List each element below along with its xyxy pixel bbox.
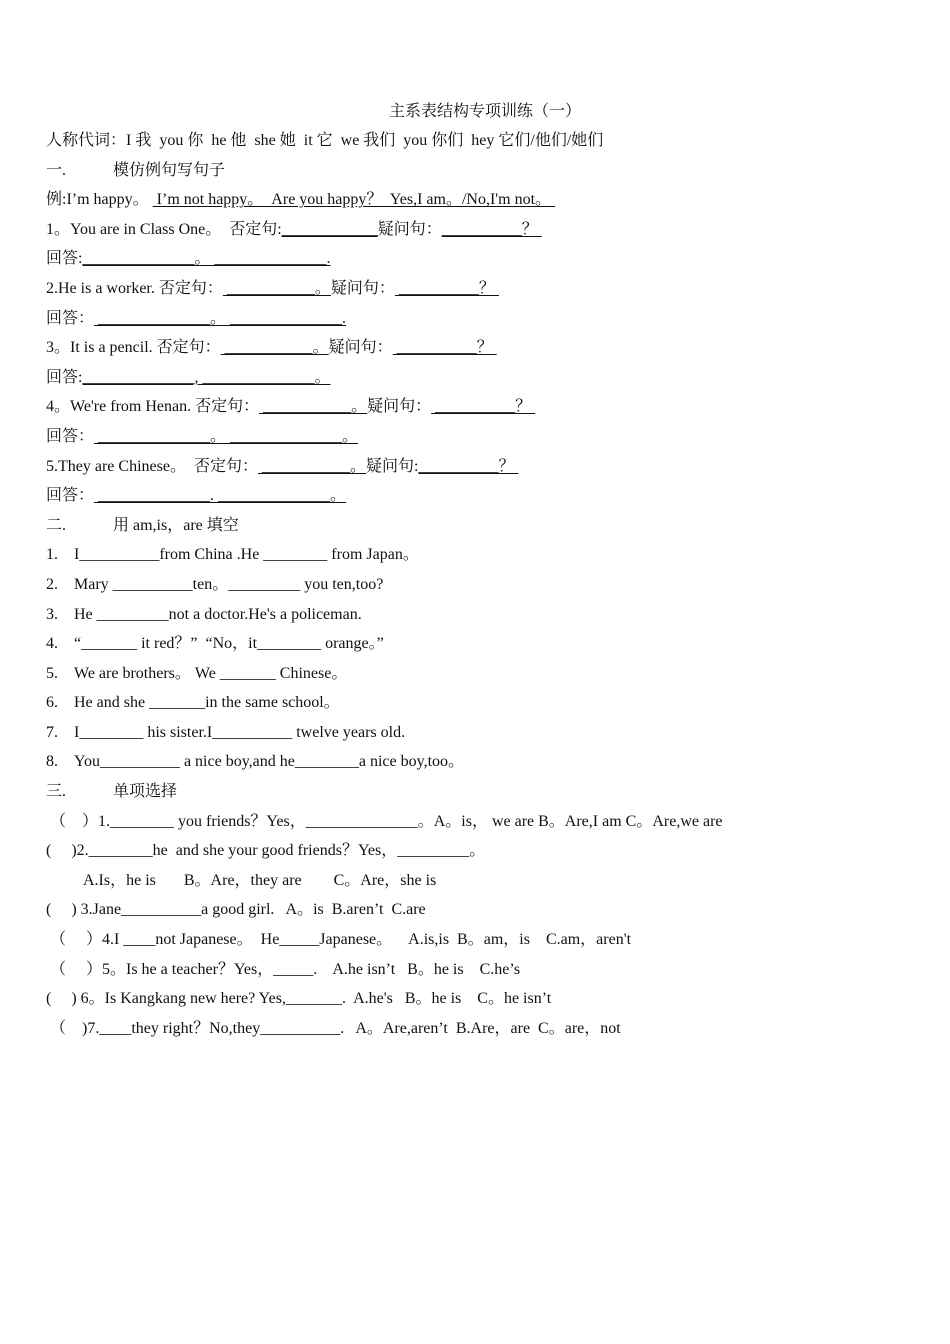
question-blank: __________？ (392, 339, 497, 357)
answer-blank: ______________. (226, 309, 347, 327)
pronoun-list: 人称代词：I 我 you 你 he 他 she 她 it 它 we 我们 you 你们 hey 它们/他们/她们 (46, 132, 604, 149)
example-answer: I’m not happy。 Are you happy？ Yes,I am。/No,I'm not。 (152, 191, 556, 209)
item-number: 3. (46, 605, 58, 623)
section-title: 单项选择 (113, 783, 178, 801)
answer-blank: ______________。 (94, 309, 227, 327)
question-text: 5.They are Chinese。 否定句： (46, 457, 258, 475)
answer-blank: ______________。 (94, 427, 227, 445)
fill-item (46, 570, 916, 600)
choice-item: （ )7.____they right？No,they__________. A。Are,aren’t B.Are，are C。are，not (46, 1019, 621, 1037)
question-blank: __________？ (394, 279, 499, 297)
answer-blank: ______________. (210, 250, 331, 268)
question-text: 2.He is a worker. 否定句： (46, 279, 223, 297)
section-number: 二. (46, 516, 67, 534)
fill-item (46, 718, 916, 748)
choice-options: A.Is，he is B。Are，they are C。Are，she is (83, 871, 437, 889)
answer-line (46, 422, 916, 452)
rewrite-question (46, 392, 916, 422)
fill-item (46, 747, 916, 777)
item-text: He and she _______in the same school。 (74, 694, 340, 712)
item-number: 5. (46, 664, 58, 682)
example-prefix: 例:I’m happy。 (46, 191, 153, 209)
answer-blank: ______________。 (82, 250, 211, 268)
item-number: 7. (46, 723, 58, 741)
answer-line (46, 363, 916, 393)
question-text: 3。It is a pencil. 否定句： (46, 339, 221, 357)
item-number: 4. (46, 635, 58, 653)
item-number: 8. (46, 753, 58, 771)
rewrite-question (46, 215, 916, 245)
fill-item (46, 600, 916, 630)
question-blank: __________？ (441, 220, 542, 238)
rewrite-question (46, 274, 916, 304)
answer-line (46, 304, 916, 334)
question-text: 1。You are in Class One。 否定句: (46, 220, 282, 238)
answer-blank: ______________, (82, 368, 199, 386)
choice-item: ( ) 6。Is Kangkang new here? Yes,_______. A.he's B。he is C。he isn’t (46, 990, 552, 1008)
item-text: I__________from China .He ________ from Japan。 (74, 546, 419, 564)
negative-blank: ___________。 (259, 398, 368, 416)
rewrite-question (46, 333, 916, 363)
choice-item: （ ）1.________ you friends？Yes，______________。A。is， we are B。Are,I am C。Are,we are (46, 812, 723, 830)
choice-item: （ ）5。Is he a teacher？Yes，_____. A.he isn’t B。he is C.he’s (46, 960, 521, 978)
negative-blank: ___________。 (257, 457, 366, 475)
question-label: 疑问句： (377, 220, 442, 238)
answer-blank: ______________。 (198, 368, 331, 386)
choice-item: （ ）4.I ____not Japanese。 He_____Japanese。 A.is,is B。am，is C.am，aren't (46, 931, 632, 949)
item-number: 6. (46, 694, 58, 712)
answer-label: 回答： (46, 427, 95, 445)
answer-line (46, 481, 916, 511)
choice-item: ( )2.________he and she your good friends？Yes，_________。 (46, 842, 486, 860)
answer-label: 回答: (46, 368, 83, 386)
answer-line (46, 244, 916, 274)
worksheet (46, 98, 916, 1043)
question-label: 疑问句： (330, 279, 395, 297)
fill-item (46, 688, 916, 718)
answer-label: 回答： (46, 487, 95, 505)
example-sentence (46, 185, 916, 215)
fill-item (46, 540, 916, 570)
question-blank: __________？ (431, 398, 536, 416)
section-3-heading (46, 777, 916, 807)
negative-blank: ___________。 (220, 339, 329, 357)
question-label: 疑问句: (365, 457, 419, 475)
page-title: 主系表结构专项训练（一） (388, 103, 581, 120)
item-number: 2. (46, 575, 58, 593)
answer-label: 回答: (46, 250, 83, 268)
question-label: 疑问句： (367, 398, 432, 416)
item-text: I________ his sister.I__________ twelve years old. (74, 723, 406, 741)
section-number: 三. (46, 783, 67, 801)
answer-blank: ______________。 (214, 487, 347, 505)
fill-item (46, 629, 916, 659)
section-1-heading (46, 156, 916, 186)
item-text: You__________ a nice boy,and he________a nice boy,too。 (74, 753, 465, 771)
fill-item (46, 659, 916, 689)
item-number: 1. (46, 546, 58, 564)
negative-blank: ____________ (281, 220, 378, 238)
section-title: 用 am,is，are 填空 (113, 516, 239, 534)
rewrite-question (46, 452, 916, 482)
answer-label: 回答： (46, 309, 95, 327)
question-text: 4。We're from Henan. 否定句： (46, 398, 260, 416)
section-title: 模仿例句写句子 (113, 161, 226, 179)
section-number: 一. (46, 161, 67, 179)
answer-blank: ______________。 (226, 427, 359, 445)
item-text: We are brothers。 We _______ Chinese。 (74, 664, 348, 682)
section-2-heading (46, 511, 916, 541)
choice-item: ( ) 3.Jane__________a good girl. A。is B.aren’t C.are (46, 901, 426, 919)
item-text: He _________not a doctor.He's a policeman. (74, 605, 362, 623)
item-text: Mary __________ten。_________ you ten,too? (74, 575, 384, 593)
negative-blank: ___________。 (222, 279, 331, 297)
item-text: “_______ it red？” “No，it________ orange。” (74, 635, 384, 653)
question-blank: __________？ (418, 457, 519, 475)
question-label: 疑问句： (328, 339, 393, 357)
answer-blank: ______________. (94, 487, 215, 505)
